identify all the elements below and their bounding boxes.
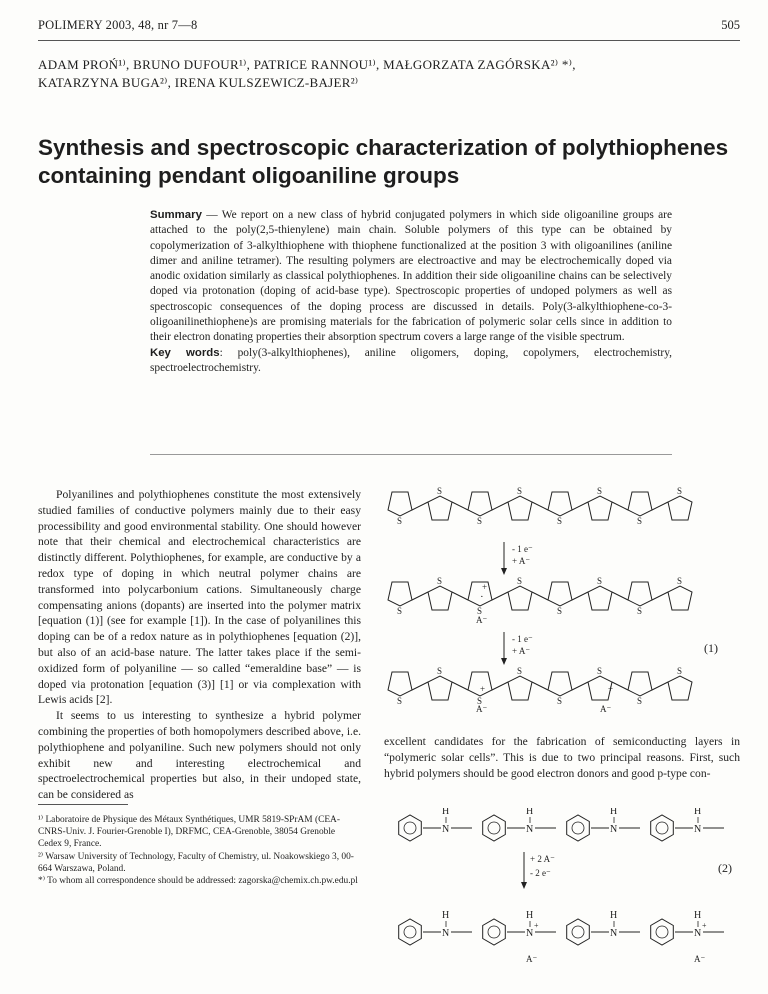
thiophene-ring <box>668 486 692 520</box>
reaction-arrow-2 <box>501 632 533 665</box>
nitrogen-label: N <box>610 928 618 939</box>
nitrogen-label: N <box>442 928 450 939</box>
radical-dot-1: · <box>480 591 484 603</box>
thiophene-ring <box>668 666 692 700</box>
sulfur-label: S <box>517 576 523 586</box>
hydrogen-label: H <box>526 910 534 921</box>
benzene-ring <box>567 919 590 945</box>
hydrogen-label: H <box>526 808 534 817</box>
anion-label: A⁻ <box>694 954 706 964</box>
thiophene-ring <box>548 582 572 616</box>
sulfur-label: S <box>597 576 603 586</box>
benzene-ring <box>483 815 506 841</box>
anion-label-2: A⁻ <box>476 704 488 714</box>
anion-label-3: A⁻ <box>600 704 612 714</box>
footnotes <box>38 814 361 887</box>
article-title <box>38 134 758 190</box>
sulfur-label: S <box>397 516 403 526</box>
nitrogen-label: N <box>694 824 702 835</box>
sulfur-label: S <box>557 696 563 706</box>
nitrogen-label: N <box>526 928 534 939</box>
summary-text: — We report on a new class of hybrid conjugated polymers in which side oligoaniline groups are attached to the poly(2,5-thienylene) main chain. Soluble polymers of this type can be obtained by copolymerization of 3-alkylthiophene with thiophene functionalized at the position 3 with oligoanilines (aniline dimer and aniline tetramer). The resulting polymers are electroactive and may be electrochemically doped via anodic oxidation similarly as classical polythiophenes. In addition their side oligoaniline chains can be selectively doped via protonation (doping of acid-base type). Spectroscopic properties of undoped polymers as well as spectroscopic consequences of the doping process are discussed in details. Poly(3-alkylthiophene-co-3-oligoanilinethiophene)s are promising materials for the fabrication of polymeric solar cells since in addition to their electron donating properties their absorption spectrum covers a large range of the visible spectrum. <box>150 209 672 344</box>
cation-plus-3: + <box>608 684 614 694</box>
sulfur-label: S <box>477 696 483 706</box>
sulfur-label: S <box>637 696 643 706</box>
sulfur-label: S <box>397 696 403 706</box>
arrow1-bottom-label: + A⁻ <box>512 556 531 566</box>
benzene-ring <box>651 919 674 945</box>
thiophene-ring <box>588 486 612 520</box>
sulfur-label: S <box>597 666 603 676</box>
cation-plus-1: + <box>482 582 488 592</box>
benzene-ring <box>399 815 422 841</box>
hydrogen-label: H <box>694 808 702 817</box>
benzene-ring <box>651 815 674 841</box>
equation-2-diagram <box>384 808 750 988</box>
thiophene-ring <box>548 672 572 706</box>
sulfur-label: S <box>677 666 683 676</box>
thiophene-ring <box>508 576 532 610</box>
abstract-rule <box>150 454 672 455</box>
hydrogen-label: H <box>610 808 618 817</box>
thiophene-ring <box>628 582 652 616</box>
cation-plus-2: + <box>480 684 486 694</box>
anion-label: A⁻ <box>526 954 538 964</box>
author-list <box>38 56 738 92</box>
summary-label: Summary <box>150 209 202 221</box>
thiophene-ring <box>668 576 692 610</box>
equation-1-label: (1) <box>704 641 718 655</box>
cation-plus: + <box>702 921 707 930</box>
hydrogen-label: H <box>610 910 618 921</box>
arrow2-bottom-label: + A⁻ <box>512 646 531 656</box>
sulfur-label: S <box>477 516 483 526</box>
nitrogen-label: N <box>610 824 618 835</box>
author-line-1: ADAM PROŃ¹⁾, BRUNO DUFOUR¹⁾, PATRICE RANNOU¹⁾, MAŁGORZATA ZAGÓRSKA²⁾ *⁾, <box>38 57 576 72</box>
sulfur-label: S <box>437 666 443 676</box>
thiophene-ring <box>628 672 652 706</box>
sulfur-label: S <box>517 486 523 496</box>
sulfur-label: S <box>437 486 443 496</box>
anion-label-1: A⁻ <box>476 615 488 625</box>
benzene-ring <box>483 919 506 945</box>
abstract <box>150 208 672 376</box>
sulfur-label: S <box>677 486 683 496</box>
nitrogen-label: N <box>694 928 702 939</box>
nitrogen-label: N <box>526 824 534 835</box>
reaction-arrow-3 <box>521 852 555 889</box>
footnote-1: ¹⁾ Laboratoire de Physique des Métaux Synthétiques, UMR 5819-SPrAM (CEA-CNRS-Univ. J. Fourier-Grenoble I), DRFMC, CEA-Grenoble, 38054 Grenoble Cedex 9, France. <box>38 815 340 850</box>
sulfur-label: S <box>637 606 643 616</box>
left-column <box>38 487 361 803</box>
thiophene-ring <box>508 486 532 520</box>
arrow3-top-label: + 2 A⁻ <box>530 854 555 864</box>
sulfur-label: S <box>677 576 683 586</box>
reaction-arrow-1 <box>501 542 533 575</box>
thiophene-ring <box>428 666 452 700</box>
thiophene-ring <box>628 492 652 526</box>
footnote-2: ²⁾ Warsaw University of Technology, Faculty of Chemistry, ul. Noakowskiego 3, 00-664 Warszawa, Poland. <box>38 851 354 874</box>
footnote-3: *⁾ To whom all correspondence should be addressed: zagorska@chemix.ch.pw.edu.pl <box>38 876 358 887</box>
right-column <box>384 734 740 781</box>
header-rule <box>38 40 740 41</box>
sulfur-label: S <box>517 666 523 676</box>
running-head: POLIMERY 2003, 48, nr 7—8 <box>38 18 198 32</box>
hydrogen-label: H <box>442 808 450 817</box>
body-paragraph-3: excellent candidates for the fabrication of semiconducting layers in “polymeric solar cells”. This is due to two principal reasons. First, such hybrid polymers should be good electron donors and good p-type con- <box>384 735 740 780</box>
thiophene-ring <box>508 666 532 700</box>
sulfur-label: S <box>477 606 483 616</box>
title-line-2: containing pendant oligoaniline groups <box>38 163 460 188</box>
body-paragraph-2: It seems to us interesting to synthesize a hybrid polymer combining the properties of both homopolymers described above, i.e. polythiophene and polyaniline. Such new polymers should not only exhibit new and interesting electrochemical and spectroelectrochemical properties but also, in their undoped state, can be considered as <box>38 709 361 802</box>
hydrogen-label: H <box>694 910 702 921</box>
thiophene-ring <box>588 576 612 610</box>
keywords-text: : poly(3-alkylthiophenes), aniline oligomers, doping, copolymers, electrochemistry, spectroelectrochemistry. <box>150 346 672 374</box>
sulfur-label: S <box>557 516 563 526</box>
arrow3-bottom-label: - 2 e⁻ <box>530 868 551 878</box>
hydrogen-label: H <box>442 910 450 921</box>
benzene-ring <box>567 815 590 841</box>
polythiophene-chains <box>388 486 692 706</box>
benzene-ring <box>399 919 422 945</box>
equation-2-label: (2) <box>718 861 732 875</box>
thiophene-ring <box>468 492 492 526</box>
sulfur-label: S <box>397 606 403 616</box>
sulfur-label: S <box>637 516 643 526</box>
page-number: 505 <box>721 18 740 32</box>
equation-1-diagram <box>380 480 750 725</box>
footnote-rule <box>38 804 128 805</box>
author-line-2: KATARZYNA BUGA²⁾, IRENA KULSZEWICZ-BAJER²⁾ <box>38 75 359 90</box>
nitrogen-label: N <box>442 824 450 835</box>
polyaniline-chains <box>399 808 724 964</box>
cation-plus: + <box>534 921 539 930</box>
thiophene-ring <box>548 492 572 526</box>
thiophene-ring <box>428 486 452 520</box>
thiophene-ring <box>388 672 412 706</box>
thiophene-ring <box>588 666 612 700</box>
keywords-label: Key words <box>150 346 220 359</box>
thiophene-ring <box>428 576 452 610</box>
sulfur-label: S <box>437 576 443 586</box>
sulfur-label: S <box>557 606 563 616</box>
thiophene-ring <box>388 492 412 526</box>
title-line-1: Synthesis and spectroscopic characterization of polythiophenes <box>38 135 729 160</box>
arrow2-top-label: - 1 e⁻ <box>512 634 533 644</box>
thiophene-ring <box>388 582 412 616</box>
body-paragraph-1: Polyanilines and polythiophenes constitute the most extensively studied families of conductive polymers mainly due to their easy processibility and good environmental stability. One should however note that their chemical and electrochemical characteristics are distinctly different. Polythiophenes, for example, are conductive by a redox type of doping in which neutral polymer chains are transformed into polycarbonium cations. Simultaneously charge compensating anions (dopants) are inserted into the polymer matrix [equation (1)] (see for example [1]). In the case of polyanilines this doping can be of a redox nature as in polythiophenes [equation (2)], but also of an acid-base nature. The latter takes place if the semi-oxidized form of polyaniline — so called “emeraldine base” — is doped via protonation [equation (3)] [1] or via complexation with Lewis acids [2]. <box>38 488 361 707</box>
sulfur-label: S <box>597 486 603 496</box>
arrow1-top-label: - 1 e⁻ <box>512 544 533 554</box>
